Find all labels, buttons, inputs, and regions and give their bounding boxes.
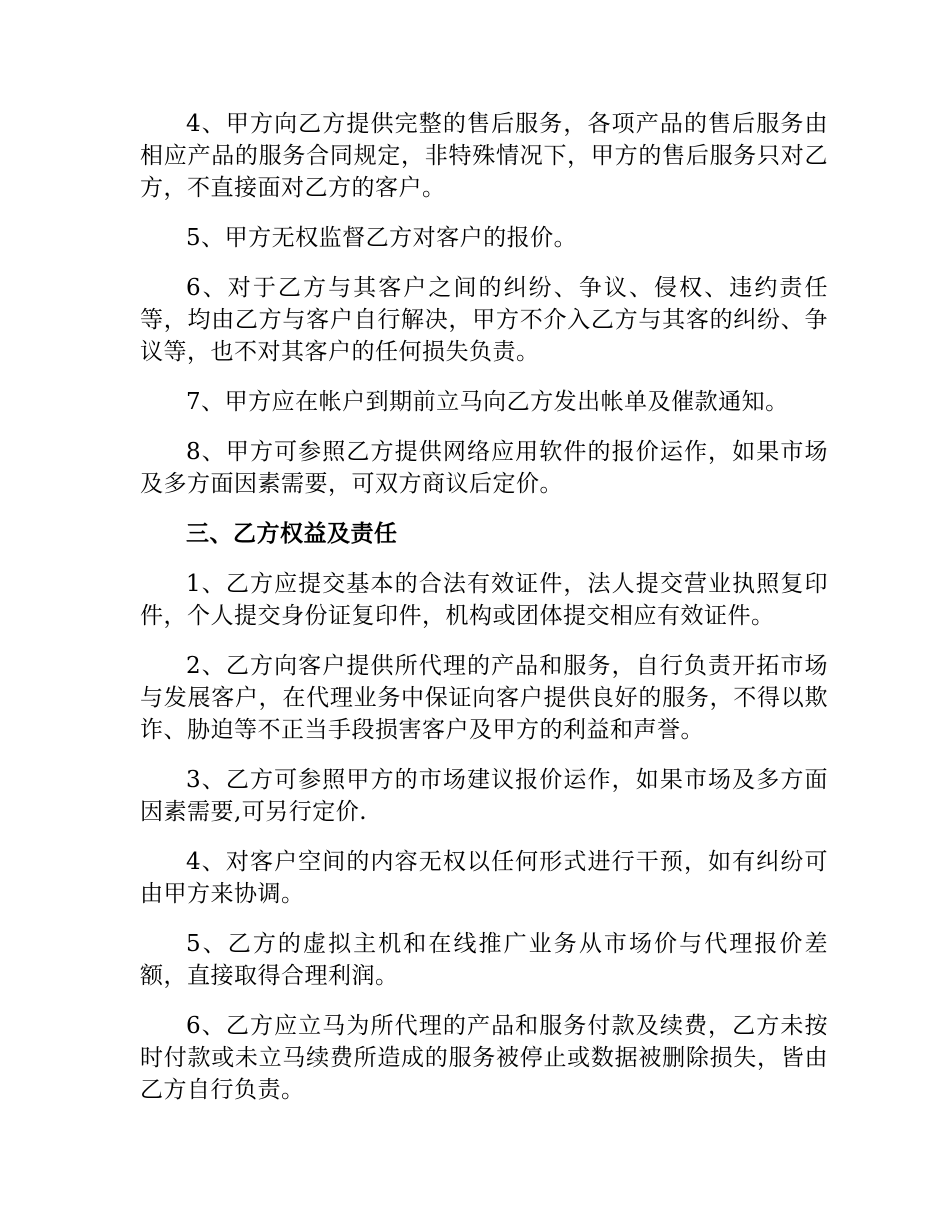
clause-b-2: 2、乙方向客户提供所代理的产品和服务，自行负责开拓市场与发展客户，在代理业务中保证向客户提供良好的服务，不得以欺诈、胁迫等不正当手段损害客户及甲方的利益和声誉。 — [140, 653, 828, 743]
clause-a-5: 5、甲方无权监督乙方对客户的报价。 — [186, 225, 578, 251]
section-heading: 三、乙方权益及责任 — [186, 520, 398, 547]
document-page — [140, 108, 828, 1124]
clause-a-4: 4、甲方向乙方提供完整的售后服务，各项产品的售后服务由相应产品的服务合同规定，非特殊情况下，甲方的售后服务只对乙方，不直接面对乙方的客户。 — [140, 111, 828, 201]
clause-b-3: 3、乙方可参照甲方的市场建议报价运作，如果市场及多方面因素需要,可另行定价. — [140, 767, 828, 825]
clause-b-6: 6、乙方应立马为所代理的产品和服务付款及续费，乙方未按时付款或未立马续费所造成的服务被停止或数据被删除损失，皆由乙方自行负责。 — [140, 1013, 828, 1103]
clause-b-1: 1、乙方应提交基本的合法有效证件，法人提交营业执照复印件，个人提交身份证复印件，机构或团体提交相应有效证件。 — [140, 571, 828, 629]
clause-b-5: 5、乙方的虚拟主机和在线推广业务从市场价与代理报价差额，直接取得合理利润。 — [140, 931, 828, 989]
clause-a-8: 8、甲方可参照乙方提供网络应用软件的报价运作，如果市场及多方面因素需要，可双方商议后定价。 — [140, 439, 828, 497]
clause-a-6: 6、对于乙方与其客户之间的纠纷、争议、侵权、违约责任等，均由乙方与客户自行解决，甲方不介入乙方与其客的纠纷、争议等，也不对其客户的任何损失负责。 — [140, 275, 828, 365]
clause-b-4: 4、对客户空间的内容无权以任何形式进行干预，如有纠纷可由甲方来协调。 — [140, 849, 828, 907]
clause-a-7: 7、甲方应在帐户到期前立马向乙方发出帐单及催款通知。 — [186, 389, 789, 415]
